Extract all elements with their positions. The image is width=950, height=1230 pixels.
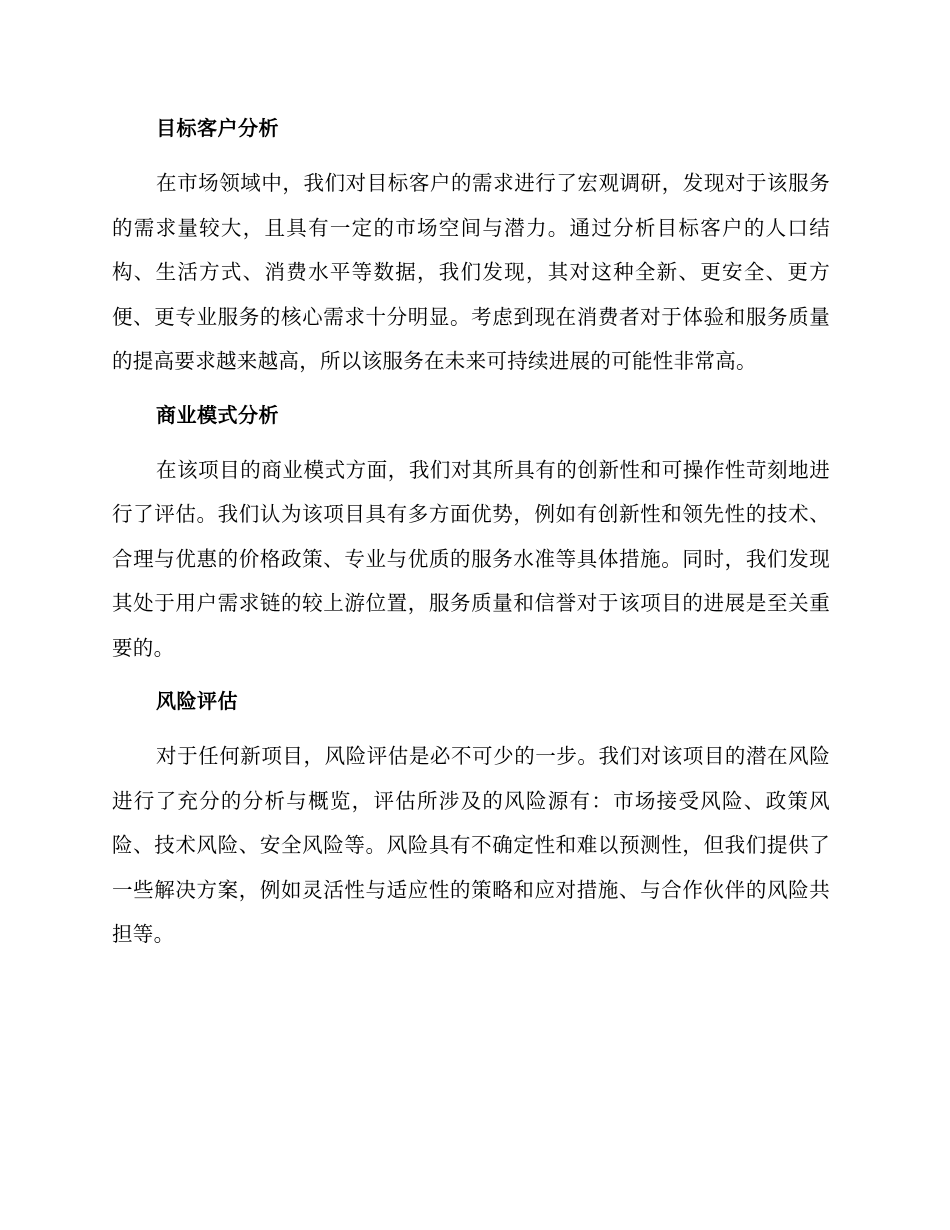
section-paragraph-target-customer: 在市场领域中，我们对目标客户的需求进行了宏观调研，发现对于该服务的需求量较大，且具有一定的市场空间与潜力。通过分析目标客户的人口结构、生活方式、消费水平等数据，我们发现，其对这种全新、更安全、更方便、更专业服务的核心需求十分明显。考虑到现在消费者对于体验和服务质量的提高要求越来越高，所以该服务在未来可持续进展的可能性非常高。 — [112, 171, 830, 373]
section-paragraph-business-model: 在该项目的商业模式方面，我们对其所具有的创新性和可操作性苛刻地进行了评估。我们认为该项目具有多方面优势，例如有创新性和领先性的技术、合理与优惠的价格政策、专业与优质的服务水准等具体措施。同时，我们发现其处于用户需求链的较上游位置，服务质量和信誉对于该项目的进展是至关重要的。 — [112, 457, 830, 660]
section-heading-risk-assessment: 风险评估 — [156, 689, 238, 713]
section-heading-business-model: 商业模式分析 — [156, 402, 279, 427]
section-paragraph-risk-assessment: 对于任何新项目，风险评估是必不可少的一步。我们对该项目的潜在风险进行了充分的分析与概览，评估所涉及的风险源有：市场接受风险、政策风险、技术风险、安全风险等。风险具有不确定性和难以预测性，但我们提供了一些解决方案，例如灵活性与适应性的策略和应对措施、与合作伙伴的风险共担等。 — [112, 744, 830, 946]
document-page — [112, 112, 830, 957]
section-heading-target-customer: 目标客户分析 — [156, 116, 279, 140]
